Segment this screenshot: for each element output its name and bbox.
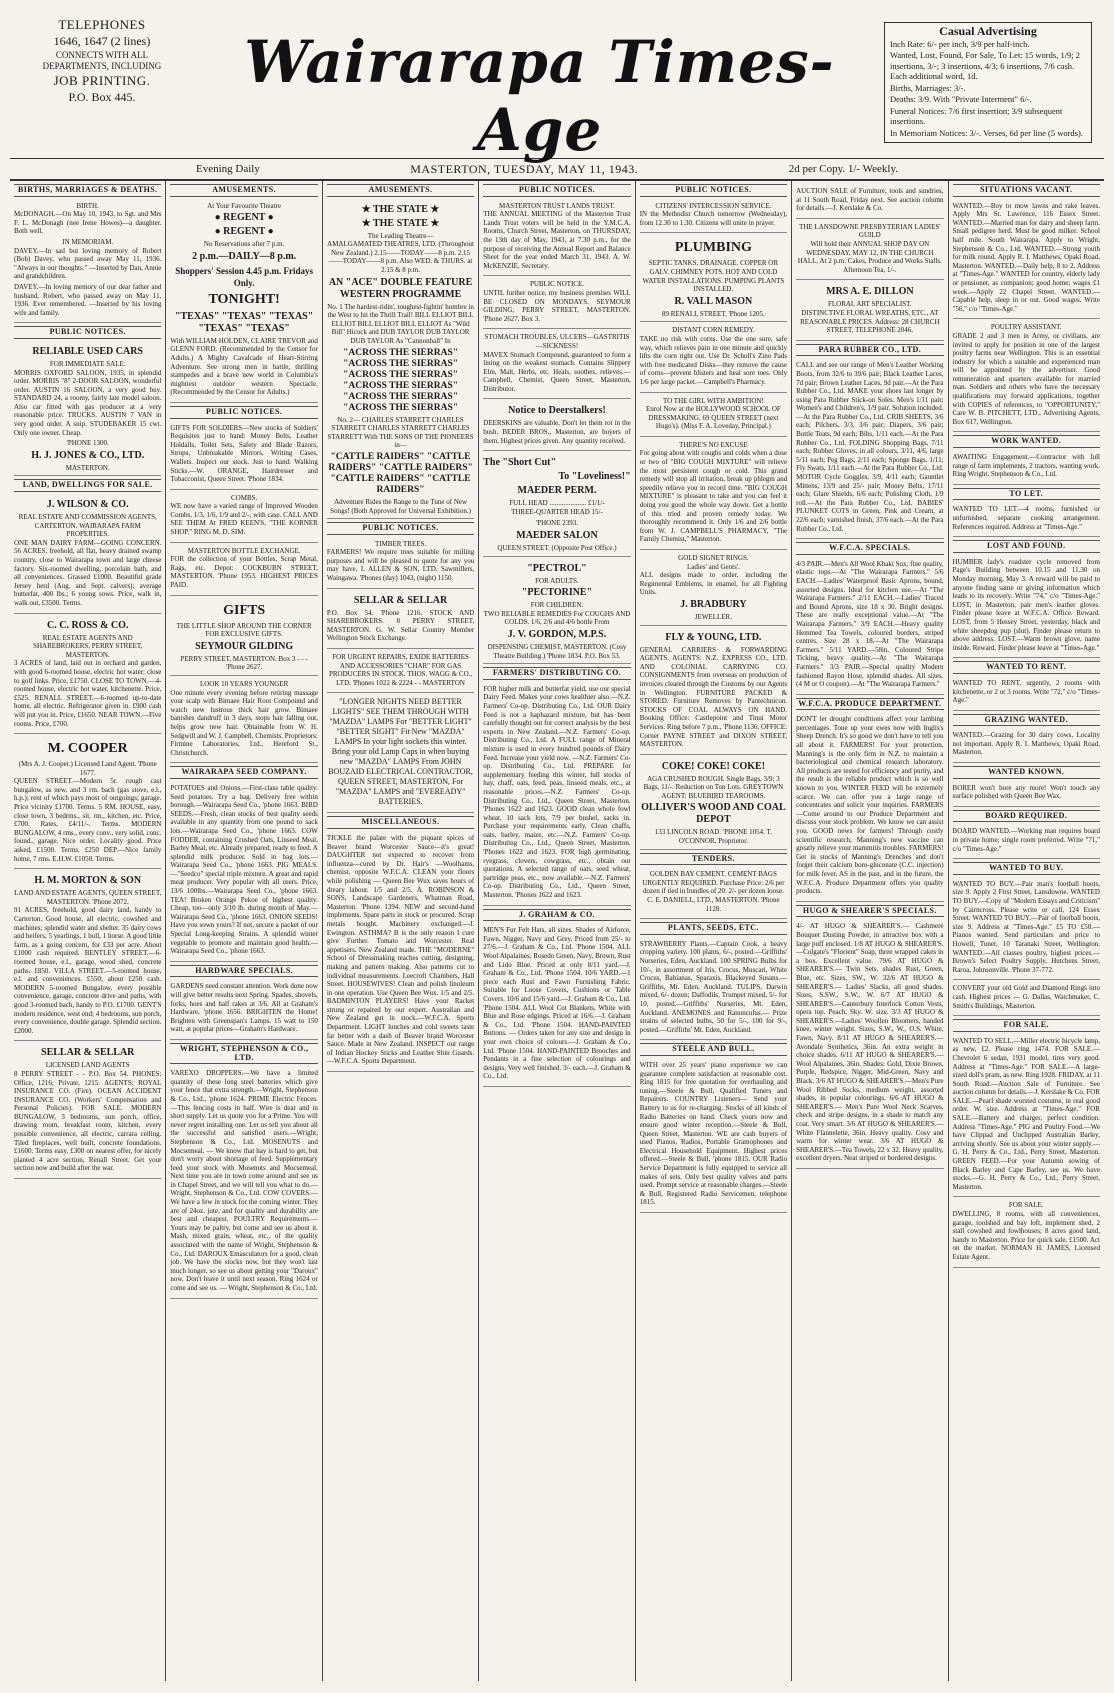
gordon-ad <box>483 559 630 665</box>
ad-body: GIFTS FOR SOLDIERS—New stocks of Soldiers' Requisites just to hand: Money Belts, Leather Holdalls, Toilet Sets, Safety and Blade Razors, Strops, Unbreakable Mirrors, Writing Cases, Wallets. Inspect our stock. Just to hand: Walking Sticks.—W. ORANGE, Hairdresser and Tobacconist, Queen Street. 'Phone 1834. <box>170 423 318 484</box>
casual-ad-line: In Memoriam Notices: 3/-. Verses, 6d per line (5 words). <box>890 127 1083 138</box>
trust-lands-ad <box>483 200 630 277</box>
ad-subhead: THERE'S NO EXCUSE <box>679 440 748 449</box>
section-heading: HUGO & SHEARER'S SPECIALS. <box>796 905 943 918</box>
cough-mixture-ad <box>640 439 787 550</box>
poultry-assistant-ad <box>953 321 1100 432</box>
state-theatre-ad <box>327 200 474 520</box>
hardware-ad <box>170 980 317 1040</box>
ad-subhead: PUBLIC NOTICE. <box>529 280 584 289</box>
memoriam-heading: IN MEMORIAM. <box>62 237 114 246</box>
casual-ad-line: Wanted, Lost, Found, For Sale, To Let: 15 words, 1/9; 2 insertions, 3/-; 3 insertions, 4/3; 6 insertions, 7/6 cash. Each additional word, 1d. <box>890 50 1081 81</box>
ad-body: STRAWBERRY Plants.—Captain Cook, a heavy cropping variety. 100 plants, 6/-, posted.—Griffiths' Nurseries, Eden, Auckland. 100 SPRING Bulbs for 10/-, in assortment of Iris, Crocus, Muscari, White Crocus, Babianas, Sparaxis, Blackeyed Susans.—Griffiths, Mt. Eden, Auckland. TULIPS, Darwin mixed, 6/- dozen; Daffodils, Trumpet mixed, 5/- for 10, posted.—Griffiths' Nurseries, Mt. Eden, Auckland. ANEMONES and Ranunculus.— Prize strains of selected bulbs, 50 for 5/-, 100 for 9/-, posted.—Griffiths' Mt. Eden, Auckland. <box>639 939 788 1034</box>
section-heading: WORK WANTED. <box>953 435 1100 448</box>
ad-company: SEYMOUR GILDING <box>195 640 294 652</box>
regent-ad <box>170 200 317 403</box>
ad-body: BORER won't bore any more! Won't touch any surface polished with Queen Bee Wax. <box>952 783 1100 801</box>
ad-headline: MAEDER PERM. <box>517 485 597 497</box>
ad-body: GARDENS need constant attention. Work done now will give better results next Spring. Spades, shovels, forks, hoes and half rakes at 3/6. All at Graham's Hardware, 'phone 1656. BRIGHTEN the Home! Brighten with Greenspan's Lamps. 15 watt to 150 watt, at popular prices—Graham's Hardware. <box>170 982 318 1034</box>
births-notice <box>14 200 161 324</box>
ad-body: VAREXO DROPPERS.—We have a limited quantity of these long steel batteries which give your fence that extra strength.—Wright, Stephenson & Co., Ltd., 'phone 1624. PRIME Electric Fences.—This fencing costs in half. Wire is dear and in short supply. Let us quote you for a Prime. You will never regret installing one. Let us tell you about all the successful and satisfied users.—Wright, Stephenson & Co., Ltd. MOSENUTS and Mocsemeal. — We know that hay is hard to get, but don't worry about shortage of feed. Supplementary feed your stock with Mosenuts and Mocsemeal. Next time you are in town come around and see us in Chapel Street, and we will tell you what to do.—Wright, Stephenson & Co., Ltd. COW COVERS.—We have a few in stock for the coming winter. They are of 24oz. jute, and for quality and durability are best and cheapest. POULTRY Requirements.—Yours may be paltry, but come and see us about it. Mash, mixed grain, wheat, etc., of the quality associated with the name of Wright, Stephenson & Co., Ltd. DAROUX Emasculators for a good, clean job. We have the stocks now, but they won't last much longer, so see us about getting your "Daroux" now. Don't leave it until next season. Ring 1624 or come and see us. — Wright, Stephenson & Co., Ltd. <box>170 1069 318 1292</box>
farmers-ad <box>483 683 630 906</box>
ad-headline: RELIABLE USED CARS <box>32 345 143 357</box>
ad-body: WITH over 25 years' piano experience we can guarantee complete satisfaction at reasonable cost. Ring 1815 for free quotation for overhauling and tuning.—Steele & Bull, Qualified Tuners and Repairers. COUNTRY Listeners— Send your Battery to us for re-charging. Stocks of all kinds of Radio Batteries on hand. Check yours now and ensure good winter reception.—Steele & Bull, Queen Street, Masterton. WE are cash buyers of used Pianos, Radios, Portable Gramophones and Electrical Household Equipment. Highest prices offered.—Steele & Bull, 'phone 1815. OUR Radio Service Department is fully equipped to service all makes of sets. Only best quality valves and parts used. Prompt service at reasonable charges.—Steele & Bull, Registered Radio Servicemen, telephone 1815. <box>639 1060 788 1207</box>
wilson-ad <box>14 495 161 614</box>
cooper-ad <box>14 736 161 869</box>
ad-headline: SELLAR & SELLAR <box>353 594 448 606</box>
ad-body: WANTED.—Grazing for 30 dairy cows, Locality not important. Apply R. I. Matthews, Opaki Road, Masterton. <box>952 731 1100 757</box>
ad-body: GRADE 2 and 3 men in Army, or civilians, are invited to apply for position in one of the largest poultry farms near Wellington. This is an essential industry for which a suitable and experienced man will be appointed by the advertiser. Good remuneration and quarters available for married man. Soldiers and others who have the necessary qualifications may forward applications, together with COPIES of references, to "OPPORTUNITY," Care W. B. PITCHETT, LTD., Advertising Agents, Box 617, Wellington. <box>952 331 1100 426</box>
wanted-rent-ad <box>953 677 1100 711</box>
birth-text: McDONAGH.—On May 10, 1943, to Sgt. and Mrs F. L. McDonagh (nee Irene Howes)—a daughter. Both well. <box>14 210 162 236</box>
ad-subhead: STOMACH TROUBLES, ULCERS—GASTRITIS—SICKNESS! <box>484 333 630 350</box>
tel-label: TELEPHONES <box>58 17 146 32</box>
fly-young-ad <box>640 628 787 755</box>
tonight: TONIGHT! <box>208 291 280 307</box>
state-title: ★ THE STATE ★ <box>361 203 440 215</box>
ad-headline: Notice to Deerstalkers! <box>508 405 606 417</box>
ad-body: QUEEN STREET.—Modern 5r. rough cast bungalow, as new, and 3 rm. bach (gas stove, e.l., h.p.); rent of which pays most of outgoings; garage. Price vicinity £1700. Terms. 5 RM. HOUSE, easy, close town, 3 bedrms., sit. rm., kitchen, etc. Price, £700. Rates, £4/11/-. Terms. MODERN BUNGALOW, 4 rms., every conv., very solid, conc. found., garage. Nice order. Locality good. Price asked, £1500. Terms. £250 DEP.—Nice family home, 7 rms. E.H.W. £1050. Terms. <box>14 777 162 863</box>
ad-headline: FLY & YOUNG, LTD. <box>665 631 762 643</box>
ad-subhead: TO THE GIRL WITH AMBITION! <box>662 396 764 405</box>
price-line: FULL HEAD ..................... £1/1/- <box>509 499 605 508</box>
ad-subhead: No Reservations after 7 p.m. <box>203 240 285 249</box>
section-heading: PLANTS, SEEDS, ETC. <box>640 922 787 935</box>
ad-body: With WILLIAM HOLDEN, CLAIRE TREVOR and GLENN FORD. (Recommended by the Censor for Adults.) A Mighty Cavalcade of Heart-Stirring Adventure. See strong men in battle, thrilling stampedes and a brave new world in Columbia's mightiest outdoor western Spectacle. (Recommended by the Censor for Adults.) <box>170 336 318 397</box>
ad-body: WANTED TO LET.—4 rooms, furnished or unfurnished, separate cooking arrangement. References required. Address at "Times-Age." <box>952 505 1100 531</box>
ad-body: TICKLE the palate with the piquant spices of Beaver brand Worcester Sauce—it's great! DAUGHTER not expected to recover from influenza—cured by Dr. Hair's —Woolhams, chemist, opposite W.F.C.A. CLEAN your floors while polishing — Queen Bee Wux saves hours of dreary labour. 1/5 and 2/5. A. ROBINSON & SONS, Landscape Gardeners, Whatman Road, Masterton. 'Phone 1394. NEW and second-hand implements. Spare parts in stock or procured. Scrap metals bought. Machinery exchanged.—J. Ewington. ASTHMA? B is the only reason I cure give Further. Tomato and Worcester. Real appetisers. New Zealand made. THE "MODERNE" School of Dressmaking teaches cutting, designing, making and pattern making. Also patterns cut to individual measurements. Leecroft Chambers, Hall Street. HOUSEWIVES! Clean and polish linoleum in one operation. Use Queen Bee Wux. 1/5 and 2/5. BADMINTON PLAYERS! Have your Racket strung or repaired by our expert. Australian and New Zealand gut in stock.—W.F.C.A. Sports Department. LIGHT lunches and cold sweets taste far better with a dash of Beaver brand Worcester Sauce. Made in New Zealand. INSPECT our range of Indian Hockey Sticks and Leather Shin Guards.—W.F.C.A. Sports Department. <box>326 834 475 1066</box>
ad-subhead: THE LANSDOWNE PRESBYTERIAN LADIES' GUILD <box>799 222 941 240</box>
regent-title: ● REGENT ● <box>214 212 274 224</box>
section-heading: J. GRAHAM & CO. <box>483 909 630 922</box>
ad-body: Will hold their ANNUAL SHOP DAY ON WEDNESDAY, MAY 12, IN THE CHURCH HALL, At 2 p.m. Cakes, Produce and Works Stalls. Afternoon Tea, 1/-. <box>797 239 942 274</box>
feature-two: No. 2— CHARLES STARRETT CHARLES STARRETT CHARLES STARRETT CHARLES STARRETT With THE SONS OF THE PIONEERS in— <box>327 415 474 450</box>
ad-subhead: LICENSED LAND AGENTS <box>45 1061 130 1070</box>
wanted-known-ad <box>953 782 1100 807</box>
dateline: MASTERTON, TUESDAY, MAY 11, 1943. <box>410 161 639 176</box>
casual-ad-title: Casual Advertising <box>939 24 1037 38</box>
po-box: P.O. Box 445. <box>68 90 136 104</box>
tel-numbers: 1646, 1647 (2 lines) <box>53 34 151 48</box>
ad-body: MORRIS OXFORD SALOON, 1935, in splendid order. MORRIS "8" 2-DOOR SALOON, wonderful order. AUSTIN 16 SALOON, a very good buy. STANDARD 24, a roomy, fairly late model saloon. Also car fitted with gas producer at a very reasonable price. TRUCKS. AUSTIN 7 VAN in very good order. A snip. STUDEBAKER 15 cwt. Only one owner. Cheap. <box>14 368 162 437</box>
ad-subhead: POULTRY ASSISTANT. <box>990 323 1062 332</box>
ad-body: 3 ACRES of land, laid out in orchard and garden, with good 6-roomed house, electric hot water; close to golf links. Price, £1750. CLOSE TO TOWN.—4-roomed house, electric hot water, kitchenette. Price, £525. RENALL STREET.—6-roomed up-to-date home, all electric. Refrigerator given in. £900 cash will put you in. Price, £1650. NEAR TOWN.—Five rooms. Price, £700. <box>14 659 162 728</box>
ad-body: UNTIL further notice, my business premises WILL BE CLOSED ON MONDAYS. SEYMOUR GILDING, PERRY STREET, MASTERTON. 'Phone 2627. Box 3. <box>483 288 631 323</box>
steele-bull-ad <box>640 1059 787 1213</box>
ad-headline: H. M. MORTON & SON <box>34 875 142 887</box>
ad-body: MAVEX Stomach Compound, guaranteed to form a lining on the weakest stomach. Contains Slippery Elm, Malt, Herbs, etc. Heals, soothes, relieves.—Campbell, Chemist, Queen Street, Masterton, Distributor. <box>483 350 631 393</box>
section-heading: TENDERS. <box>640 853 787 866</box>
session-times: 2 p.m.—DAILY—8 p.m. <box>192 250 297 262</box>
graham-ad <box>483 924 630 1087</box>
work-wanted-ad <box>953 451 1100 485</box>
column-1 <box>10 181 166 1681</box>
section-heading: PUBLIC NOTICES. <box>327 522 474 535</box>
ad-subhead: LOOK 10 YEARS YOUNGER <box>199 680 289 688</box>
ad-subhead: FOR CHILDREN. <box>530 601 584 610</box>
title-wrap <box>200 28 879 164</box>
ad-subhead: REAL ESTATE AND COMMISSION AGENTS, CARTERTON. WAIRARAPA FARM PROPERTIES. <box>18 513 157 539</box>
ad-body: SEPTIC TANKS, DRAINAGE. COPPER OR GALV. CHIMNEY POTS. HOT AND COLD WATER INSTALLATIONS. PUMPING PLANTS INSTALLED. <box>642 259 785 294</box>
connects-text: CONNECTS WITH ALL DEPARTMENTS, INCLUDING <box>42 50 162 71</box>
price-line: THREE-QUARTER HEAD 15/- <box>511 507 603 516</box>
ad-body: One minute every evening before retiring massage your scalp with Bimaee Hair Root Compound and watch new lustrous thick hair grow. Bimaee banishes dandruff in 3 days, stops hair falling out, helps grow new hair. Obtainable from W. H. Sedgwill and W. J. Campbell, Chemists. Proprietors: Firmine Laboratories, Ltd., Hereford St., Christchurch. <box>170 688 318 757</box>
plants-ad <box>640 938 787 1041</box>
ad-body: AUCTION SALE of Furniture, tools and sundries, at 11 South Road, Friday next. See auction column for details.—J. Kerslake & Co. <box>796 187 944 213</box>
feature-title: "CATTLE RAIDERS" "CATTLE RAIDERS" "CATTLE RAIDERS" "CATTLE RAIDERS" "CATTLE RAIDERS" <box>328 451 473 495</box>
section-heading: GRAZING WANTED. <box>953 714 1100 727</box>
ad-body: WANTED.—Boy to mow lawns and rake leaves. Apply Mrs St. Lawrence, 116 Essex Street. WANTED.—Married man for dairy and sheep farm. Small pedigree herd. Must be good milker. School half mile. South Wairarapa. Apply to Wright, Stephenson & Co., Ltd. WANTED.—Strong youth for milk round. Apply R. I. Matthews, Opaki Road, Masterton. WANTED.—Daily help, 8 to 2. Address at "Times-Age." WANTED for country, elderly lady or pensioner, as companion; good home; wages £1 week.—Apply 22 Chapel Street. WANTED.—Capable help, sleep in or out. Good wages. Write "56," c/o "Times-Age." <box>952 201 1100 313</box>
situations-vacant-ad <box>953 200 1100 320</box>
ad-headline: J. WILSON & CO. <box>46 499 129 511</box>
ad-company: R. VALL MASON <box>674 295 753 307</box>
deerstalkers-ad <box>483 401 630 451</box>
ad-subhead: FOR IMMEDIATE SALE. <box>49 359 126 368</box>
ad-company: J. V. GORDON, M.P.S. <box>507 629 607 640</box>
section-heading: SITUATIONS VACANT. <box>953 184 1100 197</box>
ad-company: H. J. JONES & CO., LTD. <box>31 449 145 461</box>
ad-body: IN the Methodist Church tomorrow (Wednesday), from 12.30 to 1.30. Citizens will unite in prayer. <box>639 210 788 227</box>
ad-headline: "PECTROL" <box>527 562 587 574</box>
section-heading: PARA RUBBER CO., LTD. <box>796 344 943 357</box>
intercession-ad <box>640 200 787 234</box>
ad-body: For going about with coughs and colds when a dose or two of "BIG COUGH MIXTURE" will relieve the most persistent cough or cold. This grand remedy will stop all irritation, break up phlegm and speedily relieve you in record time. "BIG COUGH MIXTURE" is pleasant to take and you can feel it doing you good the whole way down. Get a bottle of this tried and proven remedy today. We thoroughly recommend it. Only 1/6 and 2/6 bottle from W. J. CAMPBELL'S PHARMACY, "The Family Chemist," Masterton. <box>639 449 788 544</box>
ad-body: HUMBER lady's roadster cycle removed from Page's Building between 10.15 and 11.30 on Monday morning, May 3. A reward will be paid to anyone finding same or giving information which leads to its recovery. Write "74," c/o "Times-Age." LOST, in Masterton, pair men's leather gloves. Finder please leave at W.F.C.A. Office. Reward. LOST, from 5 Hessey Street, yesterday, black and white sheepdog pup (slut). Finder please return to above address. LOST.—Warm brown glove, name inside. Reward. Finder please leave at "Times-Age." <box>952 557 1100 652</box>
section-heading: HARDWARE SPECIALS. <box>170 965 317 978</box>
shoppers-session: Shoppers' Session 4.45 p.m. Fridays Only. <box>175 265 314 288</box>
column-4 <box>479 181 635 1681</box>
ad-body: TWO RELIABLE REMEDIES For COUGHS AND COLDS. 1/6, 2/6 and 4/6 bottle From <box>483 609 631 627</box>
board-required-ad <box>953 825 1100 859</box>
state-title: ★ THE STATE ★ <box>361 217 440 229</box>
telephone-box <box>32 18 172 106</box>
ad-body: 8 PERRY STREET - - P.O. Box 54. PHONES: Office, 1216; Private, 1215. AGENTS: ROYAL INSURANCE CO. (Fire). OCEAN ACCIDENT INSURANCE CO. (Workers' Compensation and Personal Policies). FOR SALE. MODERN BUNGALOW, 3 bedrooms, sun porch, office, drawing room, breakfast room, kitchen, every possible convenience, all electric, carrara ceiling. Tiled fireplaces, well built, concrete foundations. £1600. Terms easy. £300 on nearest offer, for nicely planted 4 acre section, Renall Street. Get your section now and build after the war. <box>14 1069 162 1173</box>
signet-rings-ad <box>640 552 787 626</box>
feature-title: "TEXAS" "TEXAS" "TEXAS" "TEXAS" "TEXAS" <box>174 310 314 334</box>
auction-ad <box>796 185 943 219</box>
ad-subhead: LAND AND ESTATE AGENTS, QUEEN STREET, MASTERTON. 'Phone 2072. <box>14 889 162 906</box>
used-cars-ad <box>14 342 161 477</box>
section-heading: W.F.C.A. PRODUCE DEPARTMENT. <box>796 698 943 711</box>
ad-headline: The "Short Cut" <box>483 457 557 469</box>
seed-company-ad <box>170 782 317 962</box>
younger-ad <box>170 678 317 763</box>
gifts-soldiers-ad <box>170 422 317 490</box>
ad-subhead: (Mrs A. J. Cooper.) Licensed Land Agent. 'Phone 1677. <box>18 760 157 777</box>
feature-one: No. 1 The hardest-ridin', toughest-fightin' hombre in the West to hit the Thrill Trail! BILL ELLIOT BILL ELLIOT BILL ELLIOT BILL ELLIOT As "Wild Bill" Hicock and DUB TAYLOR DUB TAYLOR DUB TAYLOR As "Cannonball" In <box>327 302 474 345</box>
ad-headline: To "Loveliness!" <box>558 471 631 483</box>
casual-ad-line: Deaths: 3/9. With "Private Interment" 6/-. <box>890 94 1032 104</box>
casual-ad-line: Funeral Notices: 7/6 first insertion; 3/9 subsequent insertions. <box>890 105 1063 126</box>
ad-headline: PLUMBING <box>674 240 752 256</box>
ad-company: J. BRADBURY <box>680 598 747 610</box>
price: 2d per Copy. 1/- Weekly. <box>788 163 898 175</box>
column-5 <box>636 181 792 1681</box>
section-heading: FARMERS' DISTRIBUTING CO. <box>483 667 630 680</box>
ad-subhead: 133 LINCOLN ROAD. 'PHONE 1054. T. O'CONNOR, Proprietor. <box>654 828 773 846</box>
wagg-ad <box>327 651 474 693</box>
ad-body: Enrol Now at the HOLLYWOOD SCHOOL OF DRESSMAKING. 69 QUEEN STREET (next Hugo's). (Miss F. A. Loveday, Principal.) <box>646 405 781 431</box>
corn-remedy-ad <box>640 324 787 392</box>
ad-subhead: PERRY STREET, MASTERTON. Box 3 - - - 'Phone 2627. <box>180 654 308 672</box>
ad-body: WANTED TO BUY.—Pair man's football boots, size 9. Apply 2 First Street, Lansdowne. WANTED TO BUY.—Copy of "Modern Essays and Criticism" by Cairncross. Please write or call, 124 Essex Street. WANTED TO BUY.—Pair of football boots, size 9. Address at "Times-Age." £5 TO £50.—Pianos wanted. Send particulars and price to Howell, Tuner, 10 Taranaki Street, Wellington. WANTED.—All classes poultry, highest prices.—Brown's Select Poultry Supply, Hutchens Street, Raroa, Johnsonville. 'Phone 37-772. <box>952 879 1100 974</box>
ad-body: CALL and see our range of Men's Leather Working Boots, from 32/6 to 39/6 pair; Black Leather Laces, 7d pair; Brown Leather Laces, 9d pair.—At the Para Rubber Co., Ltd. MAKE your shoes last longer by using Para Rubber Stick-on Soles. Men's 1/11 pair; Women's and Children's, 1/9 pair. Solution included.—At the Para Rubber Co., Ltd. CRIB SHEETS, 3/6 each; Pilchers, 3/3, 3/6 pair; Diapers, 3/6 pair; Bottle Teats, 9d each; Bibs, 1/11 each.—At the Para Rubber Co., Ltd. FOLDING Shopping Bags, 7/11 each; Rubber Gloves, in all colours, 3/11, 4/6, large 5/11 each; Peg Bags, 2/11 each; Sponge Bags, 1/11; Fly Swats, 1/11 each.—At the Para Rubber Co., Ltd. MOTOR Cycle Goggles, 3/9, 4/11 each; Gauntlet Mittens, 13/9 and 25/- pair; Money Belts, 17/11 each; Glare Shields, 6/6 each; Polishing Cloth, 1/9 roll.—At the Para Rubber Co., Ltd. BABIES' PLUNKET COTS in Green, Pink and Cream, at 22/6 each; varnished finish, 37/6 each.—At the Para Rubber Co., Ltd. <box>796 361 944 533</box>
masthead <box>10 8 1104 164</box>
ad-subhead: Ladies' and Gents'. <box>686 562 740 571</box>
column-2 <box>166 181 322 1681</box>
dillon-ad <box>796 282 943 340</box>
section-heading: FOR SALE. <box>953 1019 1100 1032</box>
column-7 <box>949 181 1104 1681</box>
morton-ad <box>14 871 161 1041</box>
ad-subhead: MASTERTON BOTTLE EXCHANGE. <box>187 546 301 555</box>
ad-headline: C. C. ROSS & CO. <box>47 619 129 631</box>
ad-subhead: MASTERTON. <box>65 463 110 472</box>
public-notice-ad <box>483 278 630 329</box>
ad-body: MEN'S Fur Felt Hats, all sizes. Shades of Airforce, Fawn, Nigger, Navy and Grey. Priced from 25/- to 27/6.—J. Graham & Co., Ltd. 'Phone 1504. ALL Wool Alpalaines, Rosedo Green, Navy, Brown, Rust and Lido Blue. Priced at only 8/11 yard.—J. Graham & Co., Ltd. 'Phone 1504. 10/6 YARD.—1 piece each Rust and Fawn Furnishing Fabric. Suitable for Loose Covers, Cushions or Table Covers. 10/6 and 15/6 yard.—J. Graham & Co., Ltd. 'Phone 1504. ALL Wool Cot Blankets, White with Blue and Rose edgings. Priced at 16/6.—J. Graham & Co., Ltd. 'Phone 1504. HAND-PAINTED Buttons. — Orders taken for any size and design in your own choice of colours.—J. Graham & Co., Ltd. 'Phone 1504. HAND-PAINTED Brooches and Pendants in a fine selection of colourings and designs. Very well finished. 3/- each.—J. Graham & Co., Ltd. <box>483 926 631 1081</box>
maeder-ad <box>483 453 630 556</box>
ad-body: FOR higher milk and butterfat yield, use our special Dairy Feed. Makes your cows healthier also.—N.Z. Farmers' Co-op. Distributing Co., Ltd. OUR Dairy Feed is not a haphazard mixture, but has been carefully thought out for correct analysis by the best experts in New Zealand.—N.Z. Farmers' Co-op. Distributing Co., Ltd. A FULL range of Mineral mixture is used in every hundred pounds of Dairy Feed. Increase your yield now. —N.Z. Farmers' Co-op. Distributing Co., Ltd. PREPARE for supplementary feeding this winter, full stocks of hay, chaff, oats, feed, peas, linseed meals, etc., at reasonable prices.—N.Z. Farmers' Co-op. Distributing Co., Ltd., Queen Street, Masterton. 'Phones 1622 and 1623. GOOD clean whole fowl wheat, 10 sack lots, 7/9 per bushel, sacks in. Purchase your requirements early. Clean chaffs, oats, barley, maize, etc.—N.Z. Farmers' Co-op. Distributing Co., Ltd., Queen Street, Masterton. 'Phones 1622 and 1623. FOR high germinating, ryegrass, clovers, cowgrass, etc., obtain our quotations. A selected range of oats, seed wheat, partridge peas, etc., now available.—N.Z. Farmers' Co-op. Distributing Co., Ltd., Queen Street, Masterton. 'Phones 1622 and 1623. <box>483 684 631 900</box>
ad-body: THE ANNUAL MEETING of the Masterton Trust Lands Trust voters will be held in the Y.M.C.A. Rooms, Church Street, Masterton, on THURSDAY, the 13th day of May, 1943, at 7.30 p.m., for the purpose of receiving the Annual Report and Balance Sheet for the year ended March 31, 1943. A. W. McKENZIE, Secretary. <box>483 210 631 270</box>
newspaper-title: Wairarapa Times-Age <box>244 28 835 164</box>
column-6 <box>792 181 948 1681</box>
timber-ad <box>327 538 474 589</box>
section-heading: BIRTHS, MARRIAGES & DEATHS. <box>14 184 161 197</box>
section-heading: WANTED TO BUY. <box>953 862 1100 875</box>
wfca-specials-ad <box>796 558 943 695</box>
sellar-ad <box>14 1043 161 1179</box>
ad-body: GENERAL CARRIERS & FORWARDING AGENTS. AGENTS: N.Z. EXPRESS CO., LTD. AND COLONIAL CARRYING CO. CONSIGNMENTS from overseas on production of invoices cleared through the Customs by our Agents in Wellington. FURNITURE PACKED & STORED. Furniture Removes by Pantechnicon. STOCKS OF COAL ALWAYS ON HAND. Booking Office: Castlepoint and Tinui Motor Services. Ring before 7 p.m., 'Phone 1136. OFFICE: Corner PAYNE STREET and DIXON STREET, MASTERTON. <box>639 645 788 749</box>
ad-subhead: DISTANT CORN REMEDY. <box>672 326 755 335</box>
memoriam-text: DAVEY.—In loving memory of our dear father and husband, Robert, who passed away on May 11, 1936. Ever remembered. —Inserted by his loving wife and family. <box>14 282 162 317</box>
section-heading: LOST AND FOUND. <box>953 540 1100 553</box>
ross-ad <box>14 616 161 735</box>
ad-body: AGA CRUSHED ROUGH. Single Bags, 3/9; 3 Bags, 11/-. Reduction on Ton Lots. GREYTOWN AGENT: BLUEBIRD TEAROOMS. <box>643 774 784 800</box>
ad-subhead: JEWELLER. <box>694 612 732 621</box>
ad-body: 4/3 PAIR.—Men's All Wool Khaki Sox, fine quality, elastic tops.—At "The Wairarapa Farmers." 5/6 EACH.—Ladies' Waterproof Basic Aprons, bound, assorted designs. Ideal for kitchen use.—At "The Wairarapa Farmers." 2/11 EACH.—Ladies' Traced and Bound Aprons, size 18 x 30. Bright designs. These are really exceptional value.—At "The Wairarapa Farmers." 3/9 EACH.—Heavy quality Hemmed Tea Towels, coloured borders, striped centres. Size 28 x 18.—At "The Wairarapa Farmers." 5/11 YARD.—58in. Coloured Stripe Ticking, heavy quality.—At "The Wairarapa Farmers." 3/3 PAIR.—Special quality Modern fashioned Rayon Hose, splendid shades. All sizes. (4 M or O coupon).—At "The Wairarapa Farmers." <box>796 559 944 689</box>
wanted-buy-ad <box>953 878 1100 981</box>
section-heading: W.F.C.A. SPECIALS. <box>796 542 943 555</box>
ad-body: GOLDEN BAY CEMENT. CEMENT BAGS URGENTLY REQUIRED. Purchase Price: 2/6 per dozen if tied in bundles of 20. 2/- per dozen loose. C. E. DANIELL, LTD., MASTERTON. 'Phone 1128. <box>642 870 785 913</box>
ad-body: WANTED TO SELL.—Miller electric bicycle lamp, as new, £2. Please ring 1474. FOR SALE.—Chevrolet 6 sedan, 1931 model, tires very good. Address at "Times-Age." FOR SALE.—A large-sized doll's pram, as new. Ring 1928. FRIDAY, at 11 South Road.—Auction Sale of Furniture. See auction column for details.—J. Kerslake & Co. FOR SALE.—Pearl shade worsted costume, in real good order. W. size. Address at "Times-Age." FOR SALE.—Battery and charger, perfect condition. Address "Times-Age." PIG and Poultry Food.—We have Clippad and Unclipped Australian Barley, arriving shortly. See us about your winter supply.—G. H. Perry & Co., Ltd., Perry Street, Masterton. GREEN FEED.—For your Autumn sowing of Black Barley and Cape Barley, see us. We have stocks.—G. H. Perry & Co., Ltd., Perry Street, Masterton. <box>952 1036 1100 1191</box>
to-let-ad <box>953 503 1100 537</box>
ad-body: AWAITING Engagement.—Contractor with full range of farm implements, 2 tractors, wanting work. Ring Wright, Stephenson & Co., Ltd. <box>952 453 1100 479</box>
ad-body: WANTED TO RENT, urgently, 2 rooms with kitchenette, or 2 or 3 rooms. Write "72," c/o "Times-Age." <box>952 678 1100 705</box>
section-heading: WANTED TO RENT. <box>953 661 1100 674</box>
column-3 <box>323 181 479 1681</box>
feature-title: "ACROSS THE SIERRAS" "ACROSS THE SIERRAS" "ACROSS THE SIERRAS" "ACROSS THE SIERRAS" "ACROSS THE SIERRAS" "ACROSS THE SIERRAS" <box>343 347 459 413</box>
ad-subhead: The Leading Theatre— <box>367 231 434 240</box>
ad-subhead: THE LITTLE SHOP AROUND THE CORNER FOR EXCLUSIVE GIFTS. <box>176 621 312 639</box>
wright-stephenson-ad <box>170 1067 317 1298</box>
dwelling-sale-ad <box>953 1199 1100 1267</box>
birth-heading: BIRTH. <box>76 201 99 210</box>
ad-company: MAEDER SALON <box>516 530 598 542</box>
combs-ad <box>170 492 317 543</box>
ad-body: FARMERS! We require trees suitable for milling purposes and will be pleased to quote for any you may have. I. ALLEN & SON, LTD. Sawmillers, Waingawa. 'Phones (day) 1043, (night) 1150. <box>326 548 475 583</box>
ad-subhead: GOLD SIGNET RINGS. <box>678 554 749 562</box>
ad-subhead: Adventure Rides the Range to the Tune of New Songs! (Both Approved for Universal Exhibition.) <box>330 497 471 515</box>
section-heading: PUBLIC NOTICES. <box>170 406 317 419</box>
ad-body: P.O. Box 54. 'Phone 1216. STOCK AND SHAREBROKERS. 8 PERRY STREET, MASTERTON. G. W. Sellar Country Member Wellington Stock Exchange. <box>326 608 475 643</box>
plumbing-ad <box>640 235 787 322</box>
feature-title: AN "ACE" DOUBLE FEATURE WESTERN PROGRAMME <box>328 276 473 300</box>
presbyterian-ad <box>796 221 943 281</box>
ad-body: DISTINCTIVE FLORAL WREATHS, ETC., AT REASONABLE PRICES. Address: 28 CHURCH STREET. TELEPHONE 2046. <box>800 308 940 335</box>
memoriam-text: DAVEY.—In sad but loving memory of Robert (Bob) Davey, who passed away May 11, 1936. "Always in our thoughts." —Inserted by Dan, Annie and grandchildren. <box>14 246 162 281</box>
section-heading: WANTED KNOWN. <box>953 766 1100 779</box>
stomach-ad <box>483 331 630 399</box>
ad-subhead: CITIZENS' INTERCESSION SERVICE. <box>655 201 772 210</box>
evening-daily: Evening Daily <box>196 163 260 175</box>
coke-ad <box>640 757 787 850</box>
ad-subhead: At Your Favourite Theatre <box>207 201 281 210</box>
grazing-ad <box>953 729 1100 763</box>
section-heading: AMUSEMENTS. <box>327 184 474 197</box>
ad-body: WE now have a varied range of Improved Wooden Combs, 1/3, 1/6, 1/9 and 2/-, with case. CALL AND SEE THEM At FRED KEEN'S, "THE KORNER SHOP." RING M. D. SIM. <box>170 502 318 537</box>
casual-ad-line: Inch Rate: 6/- per inch, 3/9 per half-inch. <box>890 38 1030 49</box>
ad-body: FOR URGENT REPAIRS, EXIDE BATTERIES AND ACCESSORIES "CHAR" FOR GAS PRODUCERS IN STOCK. THOS. WAGG & CO., LTD. 'Phones 1022 & 2224 - - MASTERTON <box>328 653 473 687</box>
sellar-stock-ad <box>327 591 474 649</box>
ad-body: 4/- AT HUGO & SHEARER'S.— Cashmere Bouquet Dusting Powder, in attractive box with a large puff enclosed. 1/8 AT HUGO & SHEARER'S.—Colgate's "Florient" Soap, three wrapped cakes in a box. Excellent value. 79/6 AT HUGO & SHEARER'S.— Twin Sets, shades Rust, Green, Blue, etc. Sizes, SW., W. 32/6 AT HUGO & SHEARER'S.— Ladies' Slacks, all good shades. Sizes, S.SW., S.W., W. 6/7 AT HUGO & SHEARER'S.—Canterbury Interlock Cotton Vests, opera top. Peach, Sky. W. size. 3/3 AT HUGO & SHEARER'S.—Ladies' Woollen Bloomers, banded knee, winter weight. Sizes, S.W., W., O.S. White, Fawn, Navy. 8/11 AT HUGO & SHEARER'S.—Avondale Synthetics, 36in. An extra weight in choice shades. 6/11 AT HUGO & SHEARER'S.— Wool Alpalaines, 36in. Shades: Gold, Dixie Brown, Purple, Redspice, Nigger, Mid-Green, Navy and Black. 3/6 AT HUGO & SHEARER'S.—Men's Pure Wool Ribbed Socks, medium weight, assorted shades, in popular colourings. 6/6 AT HUGO & SHEARER'S.— Men's Pure Wool Neck Scarves, check and stripe designs, in a shade to match any coat. Very smart. 3/6 AT HUGO & SHEARER'S.— White Flannelette, 36in. Heavy quality. Cosy and warm for winter wear. 3/6 AT HUGO & SHEARER'S.—Tea Towels, 22 x 32. Heavy quality, excellent dryers. Neat striped or bordered designs. <box>796 922 944 1163</box>
ad-subhead: COMBS. <box>231 493 258 502</box>
ad-subhead: DISPENSING CHEMIST, MASTERTON. (Cosy Theatre Building.) 'Phone 1834. P.O. Box 53. <box>487 643 627 660</box>
ad-subhead: TIMBER TREES. <box>374 539 427 548</box>
ad-headline: COKE! COKE! COKE! <box>661 760 766 772</box>
section-heading: LAND, DWELLINGS FOR SALE. <box>14 479 161 492</box>
miscellaneous-ad <box>327 832 474 1072</box>
ad-body: DWELLING, 8 rooms, with all conveniences, garage, toolshed and bay loft, implement shed, 2 stall cowshed and fowlhouses; 8 acres good land, handy to Masterton. Price for quick sale, £1500. Act on the market. NORMAN H. JAMES, Licensed Estate Agent. <box>952 1210 1100 1261</box>
mazda-lamps-ad <box>327 695 474 813</box>
regent-title: ● REGENT ● <box>214 226 274 238</box>
ad-phone: 'PHONE 2393. <box>535 519 579 528</box>
section-heading: WAIRARAPA SEED COMPANY. <box>170 766 317 779</box>
ad-subhead: 89 RENALL STREET. 'Phone 1205. <box>662 309 765 318</box>
ad-subhead: FLORAL ART SPECIALIST. <box>827 300 912 309</box>
ad-body: 91 ACRES, freehold, good dairy land, handy to Carterton. Good house, all electric, cowshed and machines; splendid water and shelter. 35 dairy cows and heifers, 5 yearlings, 1 bull, 1 horse. A good little farm, as a going concern, for £33 per acre. About £1000 cash required. BENTLEY STREET.—6-roomed house, e.l., garage, wood shed, concrete paths. £850. VILLA STREET.—5-roomed house, e.l. and conveniences. £550; about £250 cash. MODERN 5-roomed Bungalow, every possible convenience, garage, concrete drive and paths, with good 3-roomed bach, handy to P.O. £1700. GENT'S modern residence, west end; 4 bedrooms, sun porch, every convenience, double garage. Splendid section. £2000. <box>14 906 162 1035</box>
ad-company: OLLIVER'S WOOD AND COAL DEPOT <box>641 802 786 826</box>
bottle-exchange-ad <box>170 545 317 596</box>
lost-found-ad <box>953 556 1100 659</box>
casual-ad-line: Births, Marriages: 3/-. <box>890 82 966 93</box>
casual-advertising-box <box>884 22 1092 143</box>
section-heading: MISCELLANEOUS. <box>327 816 474 829</box>
ad-headline: SELLAR & SELLAR <box>41 1047 135 1059</box>
produce-ad <box>796 713 943 901</box>
columns <box>10 181 1104 1681</box>
tenders-ad <box>640 868 787 919</box>
section-heading: WRIGHT, STEPHENSON & CO., LTD. <box>170 1043 317 1064</box>
gifts-shop-ad <box>170 598 317 676</box>
ad-subhead: AMALGAMATED THEATRES, LTD. (Throughout New Zealand.) 2.15——TODAY——8 p.m. 2.15——TODAY——8 p.m. Also WED. & THURS. at 2.15 & 8 p.m. <box>327 240 474 274</box>
section-heading: PUBLIC NOTICES. <box>483 184 630 197</box>
ad-headline: "PECTORINE" <box>521 587 593 599</box>
gold-ad <box>953 982 1100 1016</box>
ad-phone: 'PHONE 1300. <box>66 439 109 448</box>
ad-body: BOARD WANTED.—Working man requires board in private home; single room preferred. Write "71," c/o "Times-Age." <box>952 827 1100 853</box>
ad-headline: GIFTS <box>223 602 266 618</box>
ad-body: CONVERT your old Gold and Diamond Rings into cash. Highest prices — G. Dallas, Watchmaker, C. Smith's Buildings, Masterton. <box>952 984 1100 1010</box>
section-heading: PUBLIC NOTICES. <box>14 326 161 339</box>
ad-body: DON'T let drought conditions affect your lambing percentages. Tone up your ewes now with Inglis's Sheep Drench. It's so good we don't have to tell you all about it. FARMERS! For your protection, Manning's is the only firm in N.Z. to maintain a bacteriological and chemical research laboratory. All products are tested for efficiency and purity, and the result is the reliable product which is so well known to you. WINTER FEED will be extremely scarce. We can offer you a large range of concentrates and solicit your inquiries. FARMERS—Come around to our Produce Department and discuss your stock problem. We know we can assist you. GOOD news for farmers! Through costly scientific research, Manning's new vaccine can greatly relieve your mammitis troubles. FARMERS! Get in stocks of Manning's Drenches and don't forget their calcium boro-gluconate (C.C. injection) for milk fever. AS in the past, and in the future, the W.F.C.A. Produce Department offers you quality products. <box>796 715 944 896</box>
ad-subhead: MASTERTON TRUST LANDS TRUST. <box>498 201 615 210</box>
ad-body: DEERSKINS are valuable. Don't let them rot in the bush. BEDER BROS., Masterton, are buyers of them. Highest prices given. Any quantity received. <box>483 419 631 445</box>
ad-body: ONE MAN DAIRY FARM—GOING CONCERN. 56 ACRES, freehold, all flat, heavy drained swamp country, close to Wairarapa town and large cheese factory. Six-roomed dwelling, porcelain bath, and all conveniences. Grassed £1000. Beautiful grade Jersey herd (Aug. and Sept. calvers); average butterfat, 400 lbs.; 6 young sows. Price, walk in, walk out, £3500. Terms. <box>14 538 162 607</box>
ad-body: ALL designs made to order, including the Regimental Emblems, in enamel, for all Fighting Units. <box>639 571 788 597</box>
ad-subhead: QUEEN STREET. (Opposite Post Office.) <box>497 544 617 553</box>
hugo-shearer-ad <box>796 920 943 1169</box>
para-rubber-ad <box>796 359 943 539</box>
ad-subhead: FOR ADULTS. <box>535 576 579 585</box>
job-printing: JOB PRINTING. <box>53 73 151 88</box>
ad-headline: MRS A. E. DILLON <box>826 286 914 298</box>
dressmaking-ad <box>640 395 787 437</box>
ad-body: TAKE no risk with corns. Use the one sure, safe way, which relieves pain in one minute and quickly lifts the corn right out. Use Dr. Scholl's Zino Pads with free medicated Disks—they remove the cause of corns—prevent blisters and heal sore toes. Only 1/6 per large packet.—Campbell's Pharmacy. <box>639 334 788 386</box>
ad-subhead: REAL ESTATE AGENTS AND SHAREBROKERS, PERRY STREET, MASTERTON. <box>33 633 143 659</box>
ad-body: POTATOES and Onions.—First-class table quality. Seed potatoes. Try a bag. Delivery free within borough.—Wairarapa Seed Co., 'phone 1663. BIRD SEEDS.—Fresh, clean stocks of best quality seeds available in any quantity from one pound to sack lots.—Wairarapa Seed Co., 'phone 1663. COW FODDER, containing Crushed Oats, Linseed Meal, Barley Meal, etc. Already prepared, ready to feed. A splendid milk producer. Sold in bag lots.—Wairarapa Seed Co., 'phone 1663. PIG MEALS.—"Seedco" special triple mixture. A great and rapid meat producer. Very popular with all users. Price, 13/6 100lbs.—Wairarapa Seed Co., 'phone 1663. TEA! Broken Orange Pekoe of highest quality. Cheap, too—only 3/10 lb. during month of May.—Wairarapa Seed Co., 'phone 1663. ONION SEEDS! Have you sown yours? If not, secure a packet of our Special Long-keeping Strains. A splendid winter vegetable to promote and maintain good health.—Wairarapa Seed Co., 'phone 1663. <box>170 783 318 956</box>
section-heading: BOARD REQUIRED. <box>953 810 1100 823</box>
section-heading: TO LET. <box>953 488 1100 501</box>
section-heading: AMUSEMENTS. <box>170 184 317 197</box>
ad-headline: M. COOPER <box>47 741 128 757</box>
section-heading: PUBLIC NOTICES. <box>640 184 787 197</box>
ad-body: FOR the collection of your Bottles, Scrap Metal, Rags, etc. Depot: COCKBURN STREET, MASTERTON. 'Phone 1953. HIGHEST PRICES PAID. <box>170 555 318 590</box>
section-heading: STEELE AND BULL. <box>640 1043 787 1056</box>
ad-subhead: FOR SALE. <box>1008 1201 1044 1210</box>
ad-body: "LONGER NIGHTS NEED BETTER LIGHTS" SEE THEM THROUGH WITH "MAZDA" LAMPS For "BETTER LIGHT" "BETTER SIGHT" Fit New "MAZDA" LAMPS In your light sockets this winter. Bring your old Lamp Caps in when buying new "MAZDA" LAMPS From JOHN BOUZAID ELECTRICAL CONTRACTOR, QUEEN STREET, MASTERTON, For "MAZDA" LAMPS and "EVEREADY" BATTERIES. <box>328 697 473 807</box>
for-sale-ad <box>953 1035 1100 1198</box>
